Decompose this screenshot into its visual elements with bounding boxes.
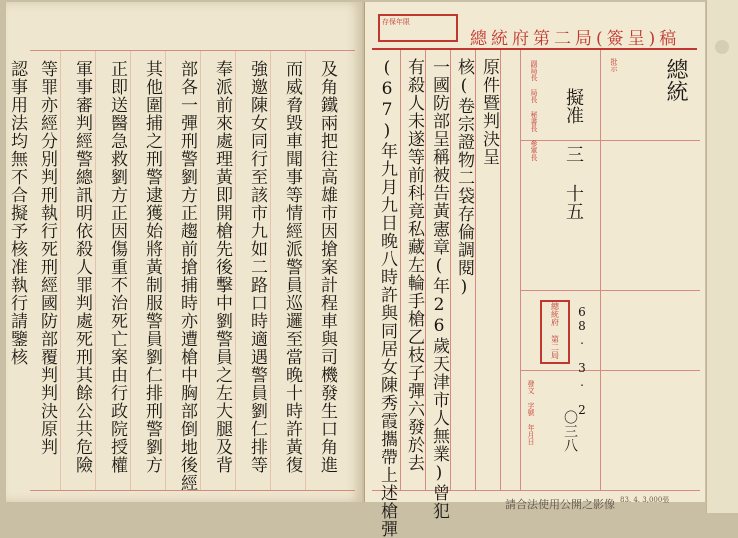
grid-line: [372, 490, 700, 491]
grid-line: [425, 50, 426, 490]
grid-line: [450, 50, 451, 490]
approval-label: 批示: [610, 58, 618, 72]
text-column: 軍事審判經警總訊明依殺人罪判處死刑其餘公共危險: [72, 60, 92, 474]
seal-date: 68. 3. 2: [575, 305, 589, 417]
grid-line: [305, 50, 306, 490]
grid-line: [165, 50, 166, 490]
grid-line: [520, 290, 700, 291]
text-column: 部各一彈刑警劉方正趨前搶捕時亦遭槍中胸部倒地後經: [177, 60, 197, 492]
text-column: 正即送醫急救劉方正因傷重不治死亡案由行政院授權: [107, 60, 127, 474]
grid-line: [475, 50, 476, 490]
text-column: 等罪亦經分別判刑執行死刑經國防部覆判判決原判: [37, 60, 57, 456]
grid-line: [270, 50, 271, 490]
form-title: 總統府第二局(簽呈)稿: [470, 29, 681, 49]
grid-line: [235, 50, 236, 490]
text-column: 認事用法均無不合擬予核准執行請鑒核: [7, 60, 27, 366]
grid-line: [200, 50, 201, 490]
grid-line: [130, 50, 131, 490]
grid-line: [520, 50, 521, 490]
text-column: 及角鐵兩把往高雄市因搶案計程車與司機發生口角進: [317, 60, 337, 474]
grid-line: [500, 50, 501, 490]
grid-line: [520, 140, 700, 141]
page-edge: [706, 0, 738, 513]
office-seal: [540, 300, 570, 364]
role-labels: 副局長 局長 秘書長 參軍長: [530, 60, 538, 161]
grid-line: [600, 50, 601, 490]
text-column: 奉派前來處理黃即開槍先後擊中劉警員之左大腿及背: [212, 60, 232, 474]
text-column: 有殺人未遂等前科竟私藏左輪手槍乙枝子彈六發於去: [404, 58, 424, 472]
grid-line: [520, 370, 700, 371]
top-block-label: 總統: [663, 58, 688, 102]
text-column: 而威脅毀車聞事等情經派警員巡邏至當晚十時許黃復: [282, 60, 302, 474]
approval-handwriting: 擬准 三 十五: [563, 88, 584, 220]
grid-line: [60, 50, 61, 490]
text-column: 一國防部呈稱被告黃憲章(年26歲天津市人無業)曾犯: [429, 58, 449, 520]
text-column: 原件暨判決呈: [479, 58, 499, 166]
seal-text: 總統府 第二局: [550, 302, 560, 359]
print-note: 83. 4. 3,000張: [620, 496, 670, 504]
grid-line: [95, 50, 96, 490]
text-column: 強邀陳女同行至該市九如二路口時適遇警員劉仁排等: [247, 60, 267, 474]
retention-box: [378, 14, 458, 42]
usage-notice: 請合法使用公開之影像: [505, 498, 615, 511]
text-column: 核(卷宗證物二袋存倫調閱): [454, 58, 474, 298]
text-column: (67)年九月九日晚八時許與同居女陳秀霞攜帶上述槍彈: [377, 58, 397, 538]
text-column: 其他圍捕之刑警逮獲始將黃制服警員劉仁排刑警劉方: [142, 60, 162, 474]
dispatch-labels: 發文 字號 年月日: [527, 380, 535, 445]
grid-line-top: [30, 50, 355, 51]
retention-label: 存保年限: [382, 18, 410, 26]
grid-line: [400, 50, 401, 490]
document-number: 〇三八: [562, 410, 578, 452]
